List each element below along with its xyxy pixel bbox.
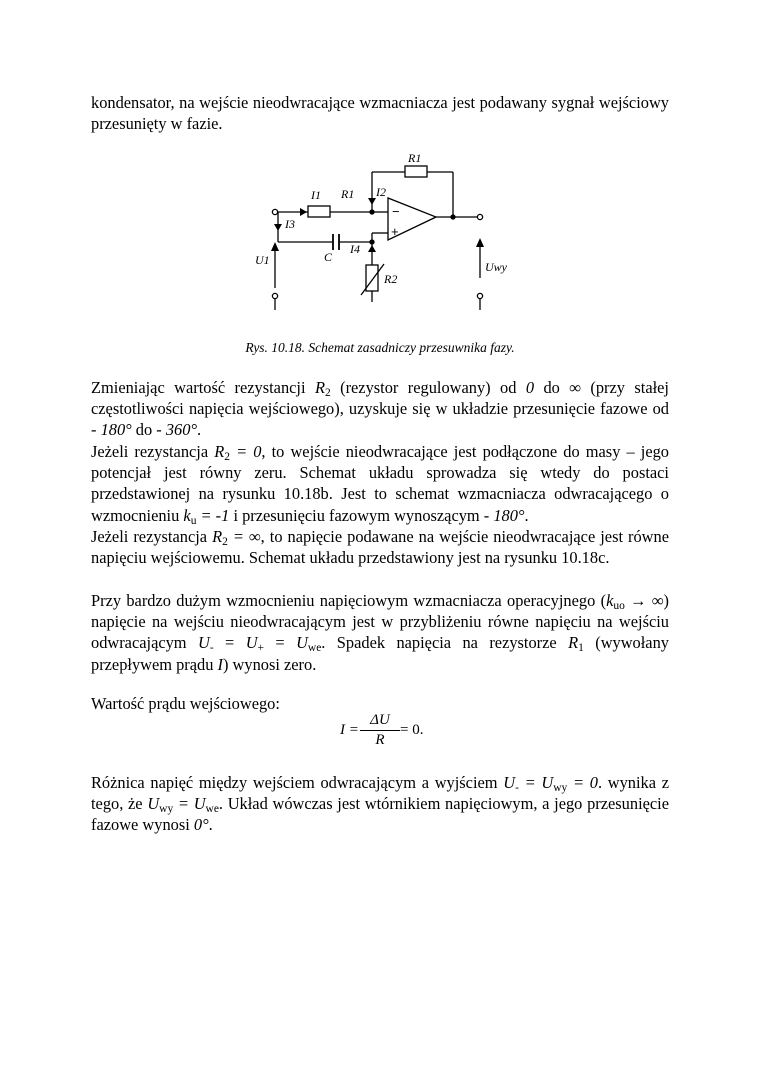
paragraph-4	[91, 590, 669, 675]
p6-u4-sub: we	[205, 803, 219, 816]
intro-text: kondensator, na wejście nieodwracające wzmacniacza jest podawany sygnał wejściowy przesunięty w fazie.	[91, 93, 669, 134]
p6-eq2: = 0	[567, 773, 598, 792]
p6-u3: U	[147, 794, 160, 814]
p6-deg: 0°	[193, 815, 209, 835]
p4-u2-sub: +	[257, 642, 265, 655]
p2-text-c: i przesunięciu fazowym wynoszącym -	[229, 505, 494, 525]
p4-u: U	[197, 633, 210, 653]
opamp-minus: −	[392, 204, 400, 219]
formula-fraction	[360, 712, 400, 749]
p4-r-sub: 1	[578, 642, 584, 655]
p1-text-d: (przy stałej częstotliwości napięcia wejściowego), uzyskuje się w układzie przesunięcie fazowe od -	[91, 378, 669, 440]
p1-r: R	[314, 378, 325, 397]
formula-lhs: I =	[340, 722, 359, 738]
label-r1-top: R1	[408, 151, 422, 165]
p4-eq2: =	[264, 633, 297, 653]
p6-u: U	[503, 773, 516, 792]
p3-expr-sub: 2	[222, 536, 228, 548]
p6-text-c: . Układ wówczas jest wtórnikiem napięciowym, a jego przesunięcie fazowe wynosi	[91, 794, 669, 835]
p6-text-a: Różnica napięć między wejściem odwracającym a wyjściem	[91, 773, 504, 792]
label-uwy: Uwy	[485, 260, 507, 274]
label-c: C	[324, 250, 333, 264]
p2-expr: R	[214, 442, 225, 461]
figure-caption: Rys. 10.18. Schemat zasadniczy przesuwnika fazy.	[245, 340, 515, 355]
p4-u-sub: -	[209, 642, 214, 655]
paragraph-2	[91, 441, 669, 526]
p1-text-b: (rezystor regulowany) od	[330, 378, 526, 397]
resistor-r2	[366, 265, 378, 291]
p4-k-sub: uo	[613, 600, 625, 612]
p4-eq1: =	[213, 633, 246, 653]
phase-shifter-schematic	[240, 150, 530, 320]
label-r1: R1	[341, 187, 355, 201]
p4-u2: U	[245, 633, 258, 653]
opamp-plus: +	[391, 224, 399, 239]
p3-text-a: Jeżeli rezystancja	[91, 527, 213, 546]
p2-deg: 180°	[493, 505, 525, 525]
label-i4: I4	[350, 242, 360, 256]
p4-text-a: Przy bardzo dużym wzmocnieniu napięciowym wzmacniacza operacyjnego (	[91, 591, 607, 610]
p2-text-b: , to wejście nieodwracające jest podłączone do masy – jego potencjał jest równy zeru. Schemat układu sprowadza się wtedy do postaci przedstawionej na rysunku 10.18b. Jest to schemat wzmacniacza odwracającego o wzmocnieniu	[91, 442, 669, 525]
p1-r-sub: 2	[324, 387, 331, 399]
p4-u3-sub: we	[307, 642, 322, 655]
p6-u3-sub: wy	[159, 803, 174, 816]
p6-u4: U	[193, 794, 206, 814]
p2-k: k	[183, 505, 191, 525]
p3-expr: R	[212, 527, 223, 546]
p1-text-f: .	[197, 420, 202, 440]
label-i2: I2	[376, 185, 386, 199]
p2-expr-sub: 2	[224, 451, 230, 463]
p1-deg2: 360°	[165, 420, 197, 440]
p2-k-sub: u	[190, 514, 197, 527]
p4-k: k	[606, 591, 614, 610]
p4-text-b: ) napięcie na wejściu nieodwracającym jest w przybliżeniu równe napięciu na wejściu odwracającym	[91, 591, 669, 653]
label-r2: R2	[384, 272, 398, 286]
p1-text-a: Zmieniając wartość rezystancji	[91, 378, 315, 397]
paragraph-1	[91, 377, 669, 441]
p4-u3: U	[296, 633, 308, 653]
p6-u2-sub: wy	[553, 782, 568, 794]
p1-deg1: 180°	[100, 420, 132, 440]
label-i3: I3	[285, 217, 295, 231]
intro-paragraph	[91, 92, 669, 134]
p4-text-e: ) wynosi zero.	[223, 654, 317, 674]
p1-inf: ∞	[569, 378, 581, 397]
p4-r: R	[568, 633, 579, 653]
resistor-r1-feedback	[405, 166, 427, 177]
paragraph-6	[91, 772, 669, 836]
p6-eq3: =	[173, 794, 194, 814]
input-terminal	[272, 209, 277, 214]
p2-text-a: Jeżeli rezystancja	[91, 442, 215, 461]
label-i1: I1	[311, 188, 321, 202]
p6-eq1: =	[518, 773, 542, 792]
p1-zero: 0	[525, 378, 535, 397]
p1-text-c: do	[534, 378, 570, 397]
p6-u2: U	[541, 773, 554, 792]
fraction-bar	[360, 730, 400, 731]
p6-u-sub: -	[515, 782, 519, 794]
p2-expr-val: = 0	[229, 442, 262, 461]
formula-rhs: = 0.	[400, 722, 424, 738]
p6-text-b: . wynika z tego, że	[91, 773, 669, 814]
label-u1: U1	[255, 253, 270, 267]
p2-k-val: = -1	[196, 505, 230, 525]
p4-i: I	[217, 654, 223, 674]
p6-text-d: .	[208, 815, 213, 835]
p3-expr-val: = ∞	[227, 527, 261, 546]
current-formula	[336, 712, 436, 756]
output-terminal	[477, 214, 482, 219]
p3-text-b: , to napięcie podawane na wejście nieodwracające jest równe napięciu wejściowemu. Schemat układu przedstawiony jest na rysunku 10.18c.	[91, 527, 669, 568]
formula-numerator: ΔU	[370, 712, 390, 728]
resistor-r1	[308, 206, 330, 217]
p2-text-d: .	[524, 505, 529, 525]
formula-denominator: R	[375, 732, 385, 748]
p5-text: Wartość prądu wejściowego:	[91, 694, 280, 713]
p1-text-e: do -	[131, 420, 166, 440]
p4-text-c: . Spadek napięcia na rezystorze	[321, 633, 569, 653]
p4-text-d: (wywołany przepływem prądu	[91, 633, 669, 674]
p4-arrow: → ∞	[624, 591, 664, 610]
paragraph-3	[91, 526, 669, 568]
